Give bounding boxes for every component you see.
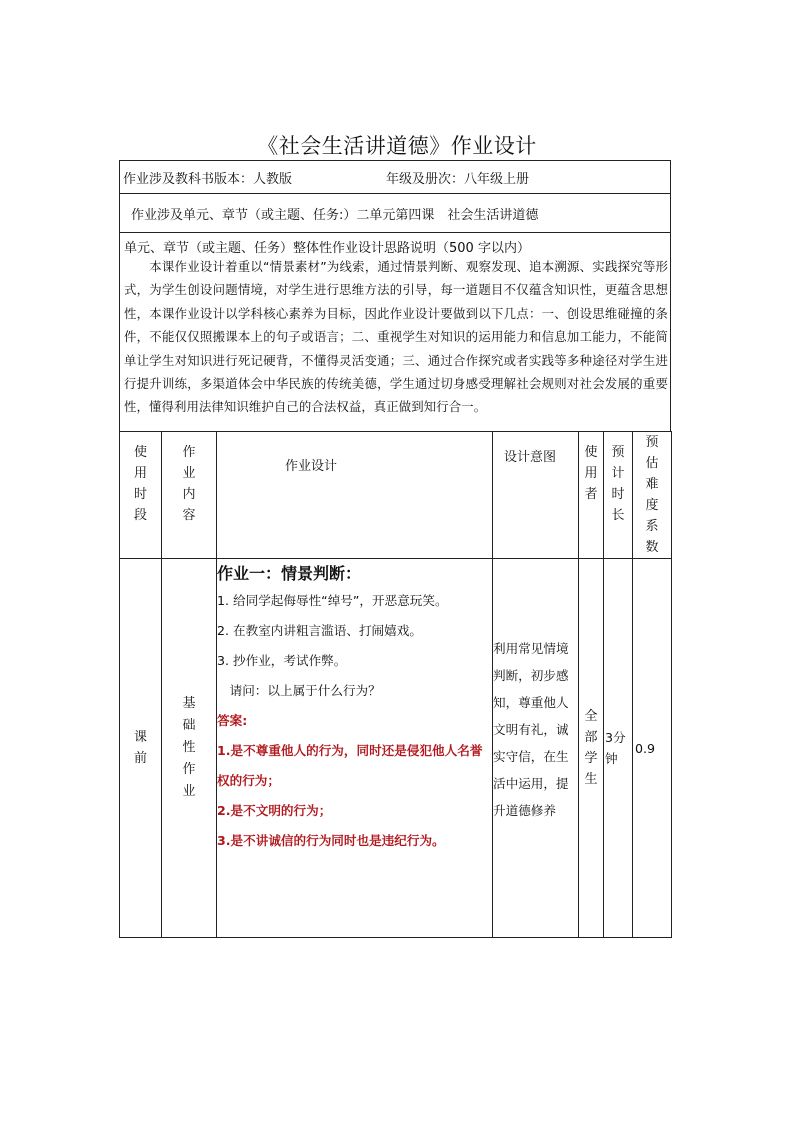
header-intent: 设计意图: [493, 432, 579, 559]
cell-difficulty: 0.9: [633, 559, 672, 938]
cell-content: 基 础 性 作 业: [162, 559, 217, 938]
table-row: [120, 559, 672, 938]
info-row-textbook: [119, 160, 671, 193]
cell-duration: 3分钟: [604, 559, 633, 938]
answer-3: 3.是不讲诚信的行为同时也是违纪行为。: [217, 833, 445, 848]
header-time: 使 用 时 段: [120, 432, 162, 559]
info-row-unit: [119, 193, 671, 232]
item-2: 2. 在教室内讲粗言滥语、打闹嬉戏。: [217, 623, 422, 638]
cell-user: 全 部 学 生: [579, 559, 604, 938]
header-duration: 预 计 时 长: [604, 432, 633, 559]
question: 请问：以上属于什么行为？: [217, 683, 381, 698]
overview-heading: 单元、章节（或主题、任务）整体性作业设计思路说明（500 字以内）: [124, 241, 530, 256]
document-title: 《社会生活讲道德》作业设计: [257, 134, 537, 158]
textbook-version: 作业涉及教科书版本：人教版: [123, 172, 293, 187]
item-3: 3. 抄作业，考试作弊。: [217, 653, 347, 668]
cell-intent: 利用常见情境判断，初步感知，尊重他人文明有礼，诚实守信，在生活中运用，提升道德修养: [493, 559, 579, 938]
design-overview: [119, 232, 671, 431]
answer-1: 1.是不尊重他人的行为，同时还是侵犯他人名誉权的行为；: [217, 743, 483, 788]
homework-title: 作业一：情景判断：: [217, 564, 362, 583]
table-header-row: [120, 432, 672, 559]
header-content: 作 业 内 容: [162, 432, 217, 559]
header-design: 作业设计: [217, 432, 493, 559]
cell-design: [217, 559, 493, 938]
header-difficulty: 预 估 难 度 系 数: [633, 432, 672, 559]
cell-time: 课 前: [120, 559, 162, 938]
homework-table: [119, 431, 672, 938]
header-user: 使 用 者: [579, 432, 604, 559]
unit-chapter: 作业涉及单元、章节（或主题、任务:）二单元第四课 社会生活讲道德: [131, 208, 539, 223]
overview-body: 本课作业设计着重以“情景素材”为线索，通过情景判断、观察发现、追本溯源、实践探究等形式，为学生创设问题情境，对学生进行思维方法的引导，每一道题目不仅蕴含知识性，更蕴含思想性，本课作业设计以学科核心素养为目标，因此作业设计要做到以下几点：一、创设思维碰撞的条件，不能仅仅照搬课本上的句子或语言；二、重视学生对知识的运用能力和信息加工能力，不能简单让学生对知识进行死记硬背，不懂得灵活变通；三、通过合作探究或者实践等多种途径对学生进行提升训练，多渠道体会中华民族的传统美德，学生通过切身感受理解社会规则对社会发展的重要性，懂得利用法律知识维护自己的合法权益，真正做到知行合一。: [124, 259, 668, 415]
grade-volume: 年级及册次：八年级上册: [386, 172, 530, 187]
item-1: 1. 给同学起侮辱性“绰号”，开恶意玩笑。: [217, 593, 448, 608]
answer-2: 2.是不文明的行为；: [217, 803, 332, 818]
answer-label: 答案:: [217, 713, 248, 728]
